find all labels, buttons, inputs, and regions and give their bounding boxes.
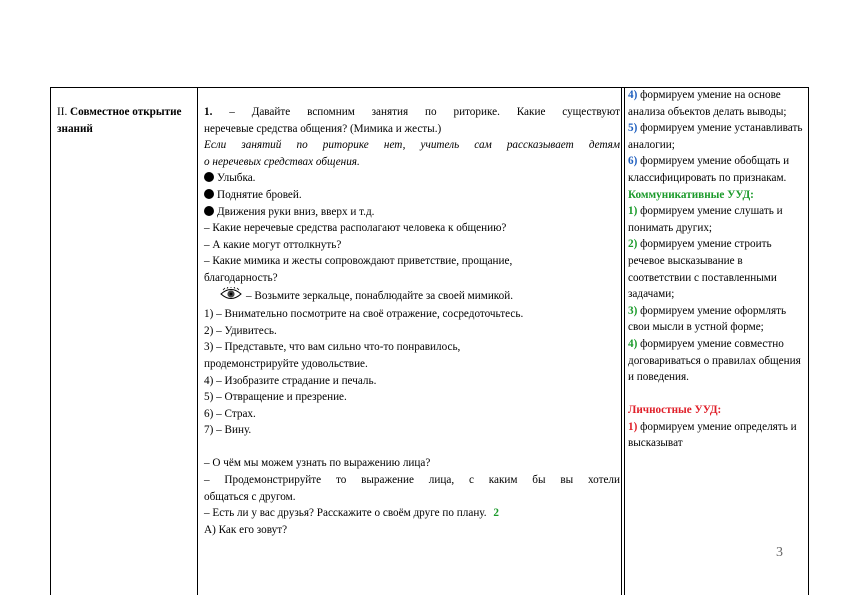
question-1-line-1 — [204, 104, 620, 121]
column-divider-2b — [624, 87, 625, 595]
question-line: – Какие мимика и жесты сопровождают приветствие, прощание, — [204, 255, 513, 268]
bullet-item — [204, 204, 620, 221]
column-divider-2 — [621, 87, 622, 595]
question-line: – О чём мы можем узнать по выражению лица? — [204, 457, 431, 470]
outcome-item — [628, 303, 808, 336]
outcome-item — [628, 236, 808, 302]
outcome-text: формируем умение строить речевое высказывание в соответствии с поставленными задачами; — [628, 238, 777, 301]
outcome-text: формируем умение обобщать и классифицировать по признакам. — [628, 155, 790, 184]
outcome-number: 1) — [628, 205, 638, 218]
outcome-item — [628, 87, 808, 120]
outcome-text: формируем умение устанавливать аналогии; — [628, 122, 803, 151]
outcome-item — [628, 120, 808, 153]
step-line: 7) – Вину. — [204, 424, 252, 437]
question-line: – А какие могут оттолкнуть? — [204, 238, 342, 251]
question-line — [204, 505, 620, 522]
stage-label — [57, 104, 192, 137]
page-number: 3 — [776, 545, 783, 560]
outcome-number: 4) — [628, 337, 638, 350]
column-divider-1 — [197, 87, 198, 595]
stage-cell — [57, 104, 192, 137]
step-line: 3) – Представьте, что вам сильно что-то понравилось, — [204, 341, 461, 354]
plan-item: А) Как его зовут? — [204, 523, 288, 536]
bullet-item — [204, 170, 620, 187]
eye-icon — [220, 287, 242, 307]
bullet-text: Поднятие бровей. — [217, 188, 302, 201]
step-line: 4) – Изобразите страдание и печаль. — [204, 374, 377, 387]
outcome-item — [628, 336, 808, 386]
teacher-activity-cell — [204, 104, 620, 538]
outcome-text: формируем умение на основе анализа объектов делать выводы; — [628, 89, 787, 118]
communicative-heading: Коммуникативные УУД: — [628, 188, 754, 201]
bullet-text: Движения руки вниз, вверх и т.д. — [217, 205, 375, 218]
stage-title: Совместное открытие знаний — [57, 106, 182, 135]
outcome-number: 4) — [628, 89, 638, 101]
bullet-icon — [204, 189, 214, 199]
table-left-border — [50, 87, 51, 595]
teacher-note-line-2: о неречевых средствах общения. — [204, 155, 360, 168]
spacer — [204, 439, 620, 456]
bullet-text: Улыбка. — [217, 172, 256, 185]
learning-outcomes-cell — [628, 87, 808, 452]
question-line: общаться с другом. — [204, 490, 296, 503]
bullet-icon — [204, 206, 214, 216]
bullet-icon — [204, 172, 214, 182]
question-line: благодарность? — [204, 271, 278, 284]
outcome-number: 6) — [628, 155, 638, 168]
spacer — [628, 386, 808, 403]
teacher-note-line-1: Если занятий по риторике нет, учитель сам рассказывает детям — [204, 139, 620, 152]
step-line: 1) – Внимательно посмотрите на своё отражение, сосредоточьтесь. — [204, 308, 524, 321]
step-line: продемонстрируйте удовольствие. — [204, 357, 368, 370]
step-line: 2) – Удивитесь. — [204, 324, 277, 337]
step-line: 6) – Страх. — [204, 407, 256, 420]
outcome-text: формируем умение определять и высказыват — [628, 420, 797, 450]
question-line: – Продемонстрируйте то выражение лица, с каким бы вы хотели — [204, 474, 620, 487]
slide-marker: 2 — [493, 507, 499, 520]
step-line: 5) – Отвращение и презрение. — [204, 391, 347, 404]
mirror-task-text: – Возьмите зеркальце, понаблюдайте за своей мимикой. — [246, 289, 514, 302]
outcome-text: формируем умение слушать и понимать других; — [628, 205, 783, 234]
outcome-number: 5) — [628, 122, 638, 135]
question-1-line-2: неречевые средства общения? (Мимика и жесты.) — [204, 122, 442, 135]
personal-heading: Личностные УУД: — [628, 404, 722, 417]
question-number: 1. — [204, 106, 213, 118]
mirror-task — [204, 287, 620, 307]
friends-question: – Есть ли у вас друзья? Расскажите о своём друге по плану. — [204, 507, 487, 520]
outcome-item — [628, 153, 808, 186]
outcome-item — [628, 203, 808, 236]
table-right-border — [808, 87, 809, 595]
outcome-text: формируем умение оформлять свои мысли в устной форме; — [628, 304, 787, 334]
outcome-item — [628, 419, 808, 452]
outcome-number: 1) — [628, 420, 638, 433]
question-line: – Какие неречевые средства располагают человека к общению? — [204, 222, 507, 235]
question-1-text: – Давайте вспомним занятия по риторике. Какие существуют — [229, 106, 620, 118]
bullet-item — [204, 187, 620, 204]
outcome-number: 2) — [628, 238, 638, 251]
outcome-number: 3) — [628, 304, 638, 317]
stage-roman: II. — [57, 106, 68, 118]
outcome-text: формируем умение совместно договариваться о правилах общения и поведения. — [628, 337, 801, 384]
